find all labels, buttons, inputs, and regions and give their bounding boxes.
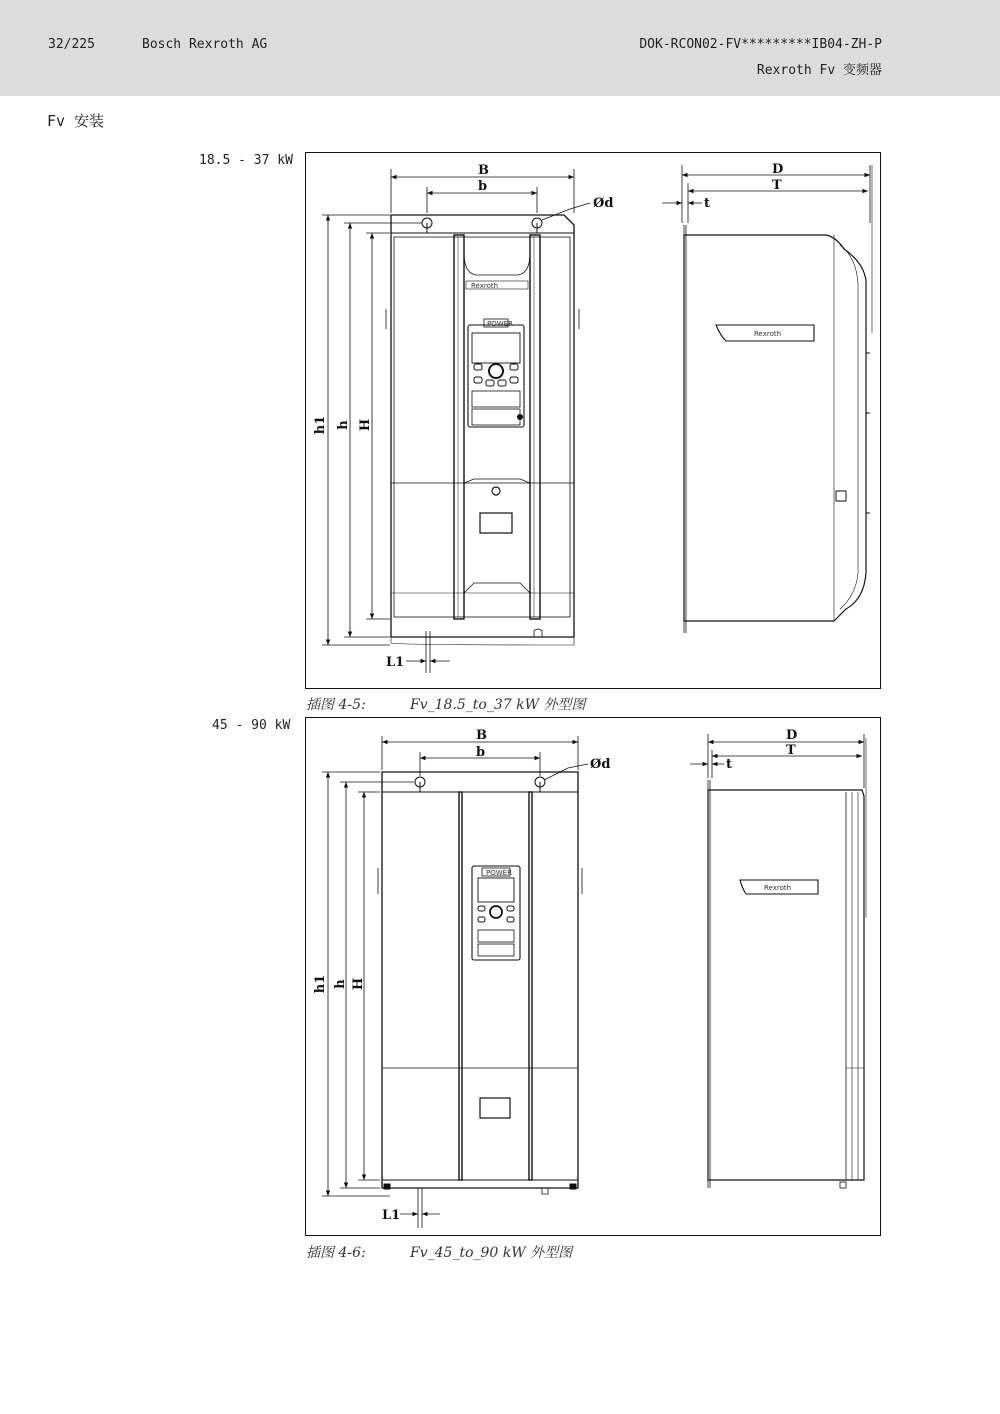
document-id: DOK-RCON02-FV*********IB04-ZH-P xyxy=(639,37,882,52)
dim-label-t: t xyxy=(726,757,733,772)
dim-label-L1: L1 xyxy=(382,1208,401,1223)
dim-label-L1: L1 xyxy=(386,655,405,670)
dim-label-D: D xyxy=(772,162,784,177)
dim-label-t: t xyxy=(704,196,711,211)
section-title: Fv 安装 xyxy=(47,112,105,130)
dim-label-T: T xyxy=(772,178,782,193)
dim-label-H: H xyxy=(351,977,366,991)
figure-caption-number: 插图 4-5: xyxy=(306,697,366,713)
figure-caption-number: 插图 4-6: xyxy=(306,1245,366,1261)
dim-label-D: D xyxy=(786,728,798,743)
rexroth-label: Rexroth xyxy=(764,884,792,892)
rexroth-label: Rexroth xyxy=(471,282,499,290)
dim-label-T: T xyxy=(786,743,796,758)
figure-caption-text: Fv_45_to_90 kW 外型图 xyxy=(410,1245,573,1261)
dim-label-h: h xyxy=(333,979,348,989)
dimension-drawing-45-90kw xyxy=(305,717,881,1236)
keypad-label: POWER xyxy=(487,320,513,328)
dim-label-b: b xyxy=(478,179,488,194)
dim-label-h1: h1 xyxy=(313,415,328,435)
figure-caption-text: Fv_18.5_to_37 kW 外型图 xyxy=(410,697,586,713)
page-number: 32/225 xyxy=(48,37,95,52)
dim-label-d: Ød xyxy=(590,757,611,772)
dim-label-B: B xyxy=(478,163,489,178)
dim-label-B: B xyxy=(476,728,487,743)
dim-label-h1: h1 xyxy=(313,974,328,994)
power-range-label: 18.5 - 37 kW xyxy=(199,153,293,168)
power-range-label: 45 - 90 kW xyxy=(212,718,291,733)
dim-label-H: H xyxy=(358,418,373,432)
dim-label-d: Ød xyxy=(593,196,614,211)
company-name: Bosch Rexroth AG xyxy=(142,37,268,52)
keypad-label: POWER xyxy=(486,869,512,877)
dimension-drawing-18-37kw xyxy=(305,152,881,689)
document-title: Rexroth Fv 变频器 xyxy=(756,63,882,78)
dim-label-h: h xyxy=(336,420,351,430)
page-header xyxy=(0,0,1000,96)
rexroth-label: Rexroth xyxy=(754,330,782,338)
dim-label-b: b xyxy=(476,745,486,760)
